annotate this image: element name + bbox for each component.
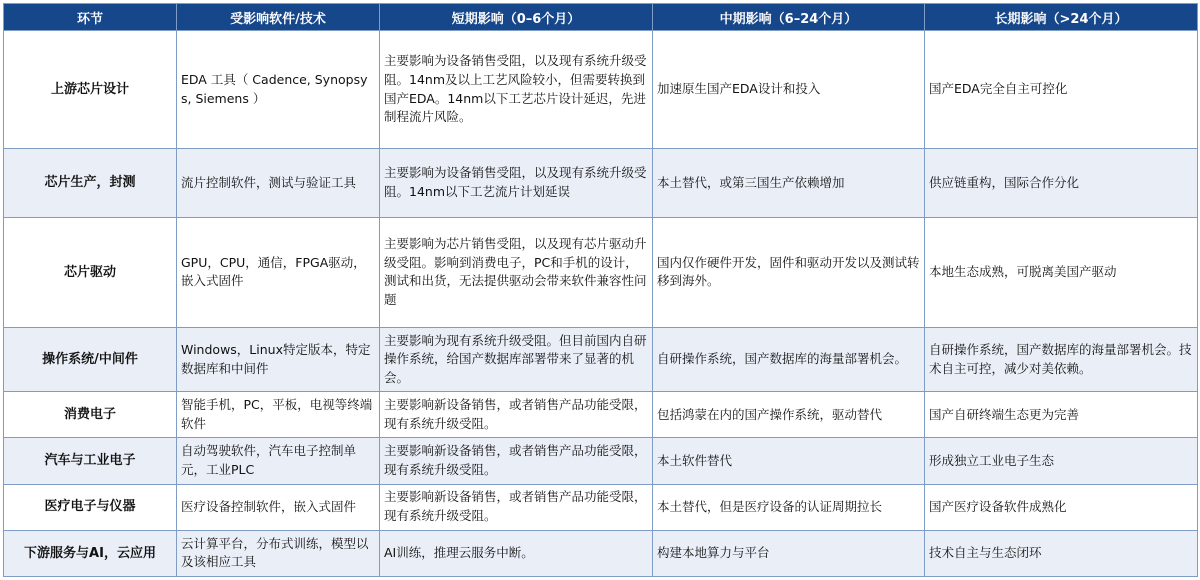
long-term-cell: 本地生态成熟，可脱离美国产驱动 [925,217,1198,327]
header-long-term: 长期影响（>24个月） [925,4,1198,31]
software-cell: 云计算平台，分布式训练，模型以及该相应工具 [177,530,380,576]
software-cell: 医疗设备控制软件，嵌入式固件 [177,484,380,530]
mid-term-cell: 本土替代，但是医疗设备的认证周期拉长 [653,484,925,530]
segment-cell: 消费电子 [4,392,177,438]
software-cell: 流片控制软件，测试与验证工具 [177,149,380,217]
header-segment: 环节 [4,4,177,31]
table-row [4,438,1198,484]
segment-cell: 上游芯片设计 [4,31,177,149]
table-row [4,149,1198,217]
long-term-cell: 国产EDA完全自主可控化 [925,31,1198,149]
segment-cell: 汽车与工业电子 [4,438,177,484]
long-term-cell: 形成独立工业电子生态 [925,438,1198,484]
short-term-cell: 主要影响新设备销售，或者销售产品功能受限，现有系统升级受阻。 [380,484,653,530]
table-row [4,328,1198,392]
segment-cell: 芯片生产，封测 [4,149,177,217]
mid-term-cell: 构建本地算力与平台 [653,530,925,576]
long-term-cell: 国产自研终端生态更为完善 [925,392,1198,438]
table-row [4,530,1198,576]
table-row [4,217,1198,327]
header-row [4,4,1198,31]
short-term-cell: 主要影响为设备销售受阻，以及现有系统升级受阻。14nm以下工艺流片计划延误 [380,149,653,217]
segment-cell: 芯片驱动 [4,217,177,327]
long-term-cell: 国产医疗设备软件成熟化 [925,484,1198,530]
short-term-cell: 主要影响为芯片销售受阻，以及现有芯片驱动升级受阻。影响到消费电子，PC和手机的设计，测试和出货，无法提供驱动会带来软件兼容性问题 [380,217,653,327]
short-term-cell: 主要影响新设备销售，或者销售产品功能受限，现有系统升级受阻。 [380,438,653,484]
short-term-cell: AI训练，推理云服务中断。 [380,530,653,576]
header-software: 受影响软件/技术 [177,4,380,31]
segment-cell: 医疗电子与仪器 [4,484,177,530]
software-cell: 智能手机，PC，平板，电视等终端软件 [177,392,380,438]
mid-term-cell: 国内仅作硬件开发，固件和驱动开发以及测试转移到海外。 [653,217,925,327]
short-term-cell: 主要影响为现有系统升级受阻。但目前国内自研操作系统，给国产数据库部署带来了显著的机会。 [380,328,653,392]
software-cell: Windows，Linux特定版本，特定数据库和中间件 [177,328,380,392]
mid-term-cell: 自研操作系统，国产数据库的海量部署机会。 [653,328,925,392]
table-row [4,31,1198,149]
header-mid-term: 中期影响（6–24个月） [653,4,925,31]
segment-cell: 下游服务与AI，云应用 [4,530,177,576]
software-cell: EDA 工具（ Cadence, Synopsys, Siemens ） [177,31,380,149]
table-row [4,392,1198,438]
software-cell: 自动驾驶软件，汽车电子控制单元，工业PLC [177,438,380,484]
table-row [4,484,1198,530]
segment-cell: 操作系统/中间件 [4,328,177,392]
mid-term-cell: 本土软件替代 [653,438,925,484]
long-term-cell: 供应链重构，国际合作分化 [925,149,1198,217]
long-term-cell: 技术自主与生态闭环 [925,530,1198,576]
software-cell: GPU，CPU，通信，FPGA驱动，嵌入式固件 [177,217,380,327]
mid-term-cell: 包括鸿蒙在内的国产操作系统，驱动替代 [653,392,925,438]
short-term-cell: 主要影响为设备销售受阻，以及现有系统升级受阻。14nm及以上工艺风险较小，但需要转换到国产EDA。14nm以下工艺芯片设计延迟，先进制程流片风险。 [380,31,653,149]
long-term-cell: 自研操作系统，国产数据库的海量部署机会。技术自主可控，减少对美依赖。 [925,328,1198,392]
mid-term-cell: 本土替代，或第三国生产依赖增加 [653,149,925,217]
mid-term-cell: 加速原生国产EDA设计和投入 [653,31,925,149]
short-term-cell: 主要影响新设备销售，或者销售产品功能受限，现有系统升级受阻。 [380,392,653,438]
impact-table [3,3,1198,577]
header-short-term: 短期影响（0–6个月） [380,4,653,31]
